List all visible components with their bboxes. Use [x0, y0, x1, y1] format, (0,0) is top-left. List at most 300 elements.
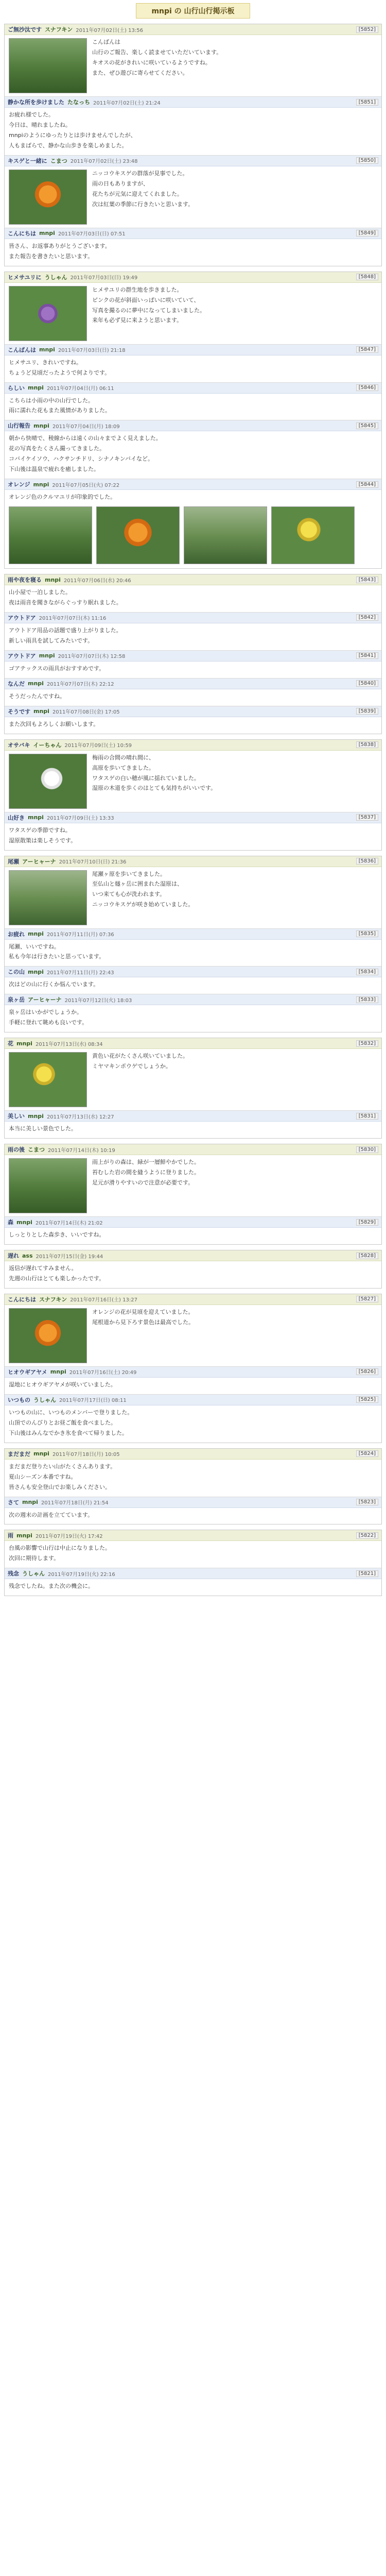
post-text	[9, 1125, 377, 1135]
post-number[interactable]: [5841]	[356, 652, 378, 659]
post-date: 2011年07月14日(木) 21:02	[35, 1220, 103, 1226]
post-title[interactable]: こんばんは	[8, 346, 36, 353]
post-text	[9, 1231, 377, 1241]
post-header-left	[8, 480, 119, 488]
post-line: 雨に濡れた花もまた風情がありました。	[9, 407, 111, 414]
post-number[interactable]: [5828]	[356, 1252, 378, 1259]
post-title[interactable]: こんにちは	[8, 1296, 36, 1303]
post-date: 2011年07月10日(日) 21:36	[59, 859, 127, 865]
post-header-left	[8, 1251, 103, 1260]
post-header	[5, 929, 381, 940]
post-text	[9, 111, 377, 152]
post-photo[interactable]	[9, 38, 87, 93]
post-number[interactable]: [5839]	[356, 708, 378, 715]
post-line: キオスの花がきれいに咲いているようですね。	[92, 59, 211, 66]
post-number[interactable]: [5850]	[356, 157, 378, 164]
post-body	[5, 166, 381, 228]
post-date: 2011年07月15日(金) 19:44	[36, 1253, 103, 1260]
thread	[4, 1250, 382, 1289]
post-author: mnpi	[45, 576, 61, 583]
post-body	[5, 689, 381, 706]
post-author: うしゃん	[44, 274, 67, 281]
post-line: 次の週末の計画を立てています。	[9, 1511, 94, 1518]
post-line: 台風の影響で山行は中止になりました。	[9, 1545, 111, 1552]
post-body	[5, 431, 381, 479]
post-header-left	[8, 384, 114, 392]
post-author: スナフキン	[45, 26, 73, 33]
post-header	[5, 1038, 381, 1049]
post-body	[5, 1508, 381, 1524]
post-header	[5, 613, 381, 623]
post-body	[5, 940, 381, 967]
post-text	[9, 665, 377, 675]
post-line: 雨上がりの森は、緑が一層鮮やかでした。	[92, 1159, 200, 1166]
post-number[interactable]: [5852]	[356, 26, 378, 33]
post-header	[5, 420, 381, 431]
post-line: 先週の山行はとても楽しかったです。	[9, 1275, 105, 1282]
post-title[interactable]: らしい	[8, 384, 25, 392]
post-title[interactable]: 雨	[8, 1532, 13, 1539]
post-line: 皆さんも安全登山でお楽しみください。	[9, 1483, 111, 1490]
post-photo[interactable]	[9, 870, 87, 925]
post-date: 2011年07月07日(木) 12:58	[58, 654, 126, 660]
post-date: 2011年07月08日(金) 17:05	[52, 709, 120, 716]
post-number[interactable]: [5848]	[356, 274, 378, 280]
post-author: mnpi	[28, 1112, 44, 1120]
post-photo[interactable]	[9, 1052, 87, 1107]
post-header	[5, 574, 381, 585]
post-header	[5, 994, 381, 1005]
post-line: ゴアテックスの雨具がおすすめです。	[9, 665, 105, 672]
post-header-left	[8, 1295, 137, 1303]
post-line: 皆さん、お返事ありがとうございます。	[9, 242, 111, 249]
post-text	[92, 870, 377, 925]
post-body	[5, 355, 381, 382]
post-header-left	[8, 614, 106, 622]
post-date: 2011年07月16日(土) 20:49	[69, 1370, 137, 1376]
post-line: オレンジの花が見頃を迎えていました。	[92, 1308, 194, 1315]
post-text	[9, 943, 377, 963]
post-number[interactable]: [5835]	[356, 930, 378, 937]
post-body	[5, 823, 381, 850]
post-text	[92, 1158, 377, 1213]
post-line: 花たちが元気に迎えてくれました。	[92, 190, 183, 197]
post-line: 手軽に登れて眺めも良いです。	[9, 1019, 88, 1026]
post	[5, 650, 381, 678]
post-number[interactable]: [5849]	[356, 230, 378, 236]
post-line: ミヤマキンポウゲでしょうか。	[92, 1063, 171, 1070]
post-date: 2011年07月07日(木) 11:16	[39, 616, 107, 622]
post-line: お疲れ様でした。	[9, 111, 54, 118]
post-text	[9, 1008, 377, 1029]
post	[5, 344, 381, 382]
post-header-left	[8, 229, 126, 238]
post-header-left	[8, 421, 120, 430]
post-line: ワタスゲの白い穂が風に揺れていました。	[92, 774, 200, 782]
post-header-left	[8, 346, 126, 354]
post-title[interactable]: 遅れ	[8, 1252, 19, 1260]
post-title[interactable]: 静かな所を歩けました	[8, 99, 64, 106]
post-header	[5, 272, 381, 283]
post-title[interactable]: 森	[8, 1219, 13, 1226]
post-body	[5, 623, 381, 650]
post-author: mnpi	[39, 652, 55, 659]
post-number[interactable]: [5837]	[356, 814, 378, 821]
post-header-left	[8, 273, 137, 281]
post-header-left	[8, 1450, 120, 1458]
post-title[interactable]: まだまだ	[8, 1450, 30, 1458]
post-header	[5, 1144, 381, 1155]
post-text	[9, 1409, 377, 1439]
post-header-left	[8, 1569, 115, 1578]
post-line: 黄色い花がたくさん咲いていました。	[92, 1053, 188, 1060]
post	[5, 1144, 381, 1216]
post-author: mnpi	[33, 1450, 49, 1458]
post	[5, 24, 381, 96]
post-header	[5, 1294, 381, 1305]
post-text	[9, 1381, 377, 1391]
post-date: 2011年07月02日(土) 13:56	[76, 27, 143, 33]
thread	[4, 856, 382, 1033]
post-text	[9, 1544, 377, 1565]
post-author: うしゃん	[22, 1570, 45, 1578]
post-header	[5, 967, 381, 977]
post-header	[5, 156, 381, 166]
post-header-left	[8, 1396, 127, 1404]
post-author: mnpi	[28, 968, 44, 975]
post	[5, 612, 381, 650]
post-line: 雨の日もありますが、	[92, 180, 149, 187]
post-title[interactable]: 雨や夜を寝る	[8, 577, 42, 584]
post	[5, 856, 381, 928]
post-number[interactable]: [5825]	[356, 1396, 378, 1403]
post-header-left	[8, 1112, 114, 1120]
post-text	[9, 434, 377, 476]
post-body	[5, 1378, 381, 1394]
post-photo[interactable]	[9, 286, 87, 341]
post-date: 2011年07月18日(月) 21:54	[41, 1500, 109, 1506]
post-body	[5, 283, 381, 344]
post-header-left	[8, 98, 161, 106]
post-body	[5, 662, 381, 678]
post	[5, 155, 381, 228]
post-title[interactable]: ご無沙汰です	[8, 26, 42, 33]
post	[5, 1568, 381, 1596]
post-body	[5, 1005, 381, 1032]
post-text	[92, 38, 377, 93]
post-title[interactable]: 尾瀬	[8, 858, 19, 865]
post-number[interactable]: [5847]	[356, 346, 378, 353]
post-body	[5, 1228, 381, 1244]
post-body	[5, 239, 381, 266]
post-date: 2011年07月03日(日) 07:51	[58, 231, 126, 238]
post	[5, 1449, 381, 1497]
post-line: 下山後はみんなでかき氷を食べて帰りました。	[9, 1429, 128, 1436]
post-line: 下山後は温泉で疲れを癒しました。	[9, 466, 99, 473]
post-header-left	[8, 857, 126, 866]
post-line: 湿原散策は楽しそうです。	[9, 837, 77, 844]
post-date: 2011年07月13日(水) 08:34	[35, 1041, 103, 1047]
post-date: 2011年07月14日(木) 10:19	[48, 1147, 115, 1154]
post-header-left	[8, 707, 120, 716]
board	[0, 24, 386, 1596]
post-date: 2011年07月04日(月) 18:09	[52, 423, 120, 430]
post-line: アウトドア用品の話題で盛り上がりました。	[9, 626, 122, 634]
post-header	[5, 812, 381, 823]
gallery-photo[interactable]	[9, 506, 92, 564]
post-number[interactable]: [5851]	[356, 99, 378, 106]
post-photo[interactable]	[9, 1308, 87, 1363]
post-title[interactable]: キスゲと一緒に	[8, 157, 47, 164]
post-header-left	[8, 930, 114, 938]
post-line: 夏山シーズン本番ですね。	[9, 1473, 77, 1480]
post-line: 返信が遅れてすみません。	[9, 1265, 77, 1272]
post-date: 2011年07月02日(土) 21:24	[93, 100, 161, 106]
post-body	[5, 108, 381, 155]
post-line: コバイケイソウ、ハクサンチドリ、シナノキンバイなど。	[9, 455, 153, 463]
post-header-left	[8, 1218, 103, 1226]
post-date: 2011年07月18日(月) 10:05	[52, 1452, 120, 1458]
post-body	[5, 717, 381, 734]
post-line: こちらは小雨の中の山行でした。	[9, 397, 94, 404]
post-title[interactable]: ヒメサユリに	[8, 274, 42, 281]
post	[5, 479, 381, 506]
post-title[interactable]: いつもの	[8, 1396, 30, 1403]
post-author: mnpi	[16, 1040, 32, 1047]
post-date: 2011年07月16日(土) 13:27	[70, 1297, 137, 1303]
post-header-left	[8, 575, 131, 584]
post-author: mnpi	[16, 1532, 32, 1539]
post-number[interactable]: [5830]	[356, 1146, 378, 1153]
post-number[interactable]: [5836]	[356, 858, 378, 865]
post-header	[5, 706, 381, 717]
post-author: たなっち	[67, 99, 90, 106]
post-photo[interactable]	[9, 170, 87, 225]
post-author: スナフキン	[39, 1296, 67, 1303]
post-header-left	[8, 1498, 109, 1506]
post-body	[5, 977, 381, 994]
post-header-left	[8, 652, 125, 660]
post-line: いつもの山に、いつものメンバーで登りました。	[9, 1409, 133, 1416]
post-body	[5, 585, 381, 612]
post-number[interactable]: [5826]	[356, 1368, 378, 1375]
thread	[4, 272, 382, 569]
post-number[interactable]: [5838]	[356, 741, 378, 748]
post-line: また、ぜひ遊びに寄らせてください。	[92, 69, 188, 76]
post-line: 次は紅葉の季節に行きたいと思います。	[92, 200, 194, 208]
post-date: 2011年07月06日(水) 20:46	[63, 578, 131, 584]
post-body	[5, 1305, 381, 1366]
post-line: 足元が滑りやすいので注意が必要です。	[92, 1179, 194, 1186]
post-line: mnpiのようにゆったりとは歩けませんでしたが、	[9, 131, 136, 139]
post-date: 2011年07月03日(日) 21:18	[58, 348, 126, 354]
post-title[interactable]: 山行報告	[8, 422, 30, 430]
post-line: 今日は、晴れましたね。	[9, 121, 71, 128]
post	[5, 928, 381, 967]
post-author: mnpi	[28, 680, 44, 687]
post	[5, 96, 381, 155]
post	[5, 574, 381, 612]
post-number[interactable]: [5834]	[356, 969, 378, 975]
post-line: 山小屋で一泊しました。	[9, 589, 71, 596]
post-number[interactable]: [5844]	[356, 481, 378, 488]
post-header-left	[8, 1039, 103, 1047]
post-author: mnpi	[33, 422, 49, 429]
post-line: 梅雨の合間の晴れ間に、	[92, 754, 154, 761]
gallery-photo[interactable]	[184, 506, 267, 564]
post-date: 2011年07月11日(月) 07:36	[46, 932, 114, 938]
post-number[interactable]: [5821]	[356, 1570, 378, 1577]
post	[5, 1366, 381, 1394]
post-number[interactable]: [5840]	[356, 680, 378, 687]
post-line: また報告を書きたいと思います。	[9, 252, 94, 260]
post-title[interactable]: そうです	[8, 708, 30, 715]
post-text	[9, 626, 377, 647]
post-line: 夜は雨音を聞きながらぐっすり眠れました。	[9, 599, 122, 606]
post-line: 泉ヶ岳はいかがでしょうか。	[9, 1009, 82, 1016]
post-line: 高原を歩いてきました。	[92, 764, 154, 771]
post	[5, 1497, 381, 1524]
post-title[interactable]: 美しい	[8, 1113, 25, 1120]
post-text	[9, 588, 377, 609]
post-number[interactable]: [5842]	[356, 614, 378, 621]
post-title[interactable]: さて	[8, 1499, 19, 1506]
post-number[interactable]: [5846]	[356, 384, 378, 391]
post-text	[9, 720, 377, 731]
post-body	[5, 1155, 381, 1216]
post-title[interactable]: アウトドア	[8, 652, 36, 659]
post-photo[interactable]	[9, 1158, 87, 1213]
post-body	[5, 490, 381, 506]
post-text	[9, 1511, 377, 1521]
post-title[interactable]: 花	[8, 1040, 13, 1047]
gallery-photo[interactable]	[96, 506, 180, 564]
post	[5, 1250, 381, 1288]
post-number[interactable]: [5845]	[356, 422, 378, 429]
post-author: mnpi	[33, 708, 49, 715]
thread	[4, 1530, 382, 1596]
post-text	[9, 493, 377, 503]
post-title[interactable]: アウトドア	[8, 614, 36, 621]
post-header-left	[8, 741, 132, 749]
post-header	[5, 1530, 381, 1541]
post-text	[9, 692, 377, 703]
post-line: 山行のご報告、楽しく読ませていただいています。	[92, 48, 222, 56]
post	[5, 1530, 381, 1568]
post-author: mnpi	[39, 230, 55, 237]
post-title[interactable]: お疲れ	[8, 930, 25, 938]
post-line: 尾根道から見下ろす景色は最高でした。	[92, 1318, 194, 1326]
post-body	[5, 1405, 381, 1443]
post-line: ニッコウキスゲが咲き始めていました。	[92, 901, 194, 908]
post	[5, 1216, 381, 1244]
post-line: 朝から快晴で、稜線からは遠くの山々までよく見えました。	[9, 435, 162, 442]
post-header	[5, 1497, 381, 1508]
post-number[interactable]: [5822]	[356, 1532, 378, 1539]
post-number[interactable]: [5843]	[356, 577, 378, 583]
post-title[interactable]: オサバキ	[8, 741, 30, 749]
gallery-photo[interactable]	[271, 506, 355, 564]
post-body	[5, 394, 381, 420]
post-body	[5, 35, 381, 96]
post	[5, 272, 381, 344]
post-header	[5, 228, 381, 239]
post-title[interactable]: オレンジ	[8, 481, 30, 488]
post-title[interactable]: なんだ	[8, 680, 25, 687]
post-number[interactable]: [5823]	[356, 1499, 378, 1505]
post-body	[5, 751, 381, 812]
post-title[interactable]: 山好き	[8, 814, 25, 821]
post-number[interactable]: [5829]	[356, 1219, 378, 1226]
post-body	[5, 1049, 381, 1110]
post-number[interactable]: [5824]	[356, 1450, 378, 1457]
post-header-left	[8, 680, 114, 688]
post-line: ヒメサユリの群生地を歩きました。	[92, 286, 183, 293]
post-text	[92, 754, 377, 809]
post-line: 湿地にヒオウギアヤメが咲いていました。	[9, 1381, 116, 1388]
post-title[interactable]: 泉ヶ岳	[8, 996, 25, 1004]
post-line: いつ来ても心が洗われます。	[92, 891, 166, 898]
post-header	[5, 679, 381, 689]
post-author: mnpi	[28, 930, 44, 937]
post-text	[9, 826, 377, 847]
post-author: mnpi	[50, 1368, 66, 1376]
post-body	[5, 1579, 381, 1596]
post-author: うしゃん	[33, 1396, 56, 1403]
post-body	[5, 1460, 381, 1497]
post-text	[92, 1052, 377, 1107]
post-title[interactable]: こんにちは	[8, 230, 36, 237]
post-text	[92, 286, 377, 341]
post-date: 2011年07月19日(火) 17:42	[35, 1533, 103, 1539]
post-header-left	[8, 814, 114, 822]
post-date: 2011年07月09日(土) 13:33	[46, 816, 114, 822]
post-number[interactable]: [5831]	[356, 1113, 378, 1120]
post-date: 2011年07月11日(月) 22:43	[46, 970, 114, 976]
post-line: ニッコウキスゲの群落が見事でした。	[92, 170, 188, 177]
post-number[interactable]: [5832]	[356, 1040, 378, 1047]
post-number[interactable]: [5833]	[356, 996, 378, 1003]
post-author: こまつ	[50, 157, 67, 164]
post-photo[interactable]	[9, 754, 87, 809]
post-line: ワタスゲの季節ですね。	[9, 826, 71, 834]
post-header	[5, 1449, 381, 1460]
post-number[interactable]: [5827]	[356, 1296, 378, 1302]
thread	[4, 574, 382, 734]
post-date: 2011年07月13日(水) 12:27	[46, 1114, 114, 1120]
post-line: まだまだ登りたい山がたくさんあります。	[9, 1463, 116, 1470]
post-title[interactable]: ヒオウギアヤメ	[8, 1368, 47, 1376]
post-title[interactable]: この山	[8, 969, 25, 976]
post-title[interactable]: 雨の後	[8, 1146, 25, 1154]
post-line: 至仏山と燧ヶ岳に囲まれた湿原は、	[92, 880, 183, 888]
post-header	[5, 345, 381, 355]
post-header	[5, 97, 381, 108]
post-text	[9, 397, 377, 417]
post-title[interactable]: 残念	[8, 1570, 19, 1578]
post-line: 人もまばらで、静かな山歩きを楽しめました。	[9, 142, 128, 149]
post-header	[5, 1395, 381, 1405]
post-line: また次回もよろしくお願いします。	[9, 720, 99, 727]
post-line: オレンジ色のクルマユリが印象的でした。	[9, 494, 116, 501]
post-text	[9, 1463, 377, 1494]
post-author: アーヒャーナ	[22, 858, 56, 865]
post-author: アーヒャーナ	[28, 996, 62, 1004]
thread	[4, 1448, 382, 1525]
thread	[4, 1294, 382, 1443]
post-line: 次はどの山に行くか悩んでいます。	[9, 981, 99, 988]
post-author: mnpi	[16, 1218, 32, 1226]
